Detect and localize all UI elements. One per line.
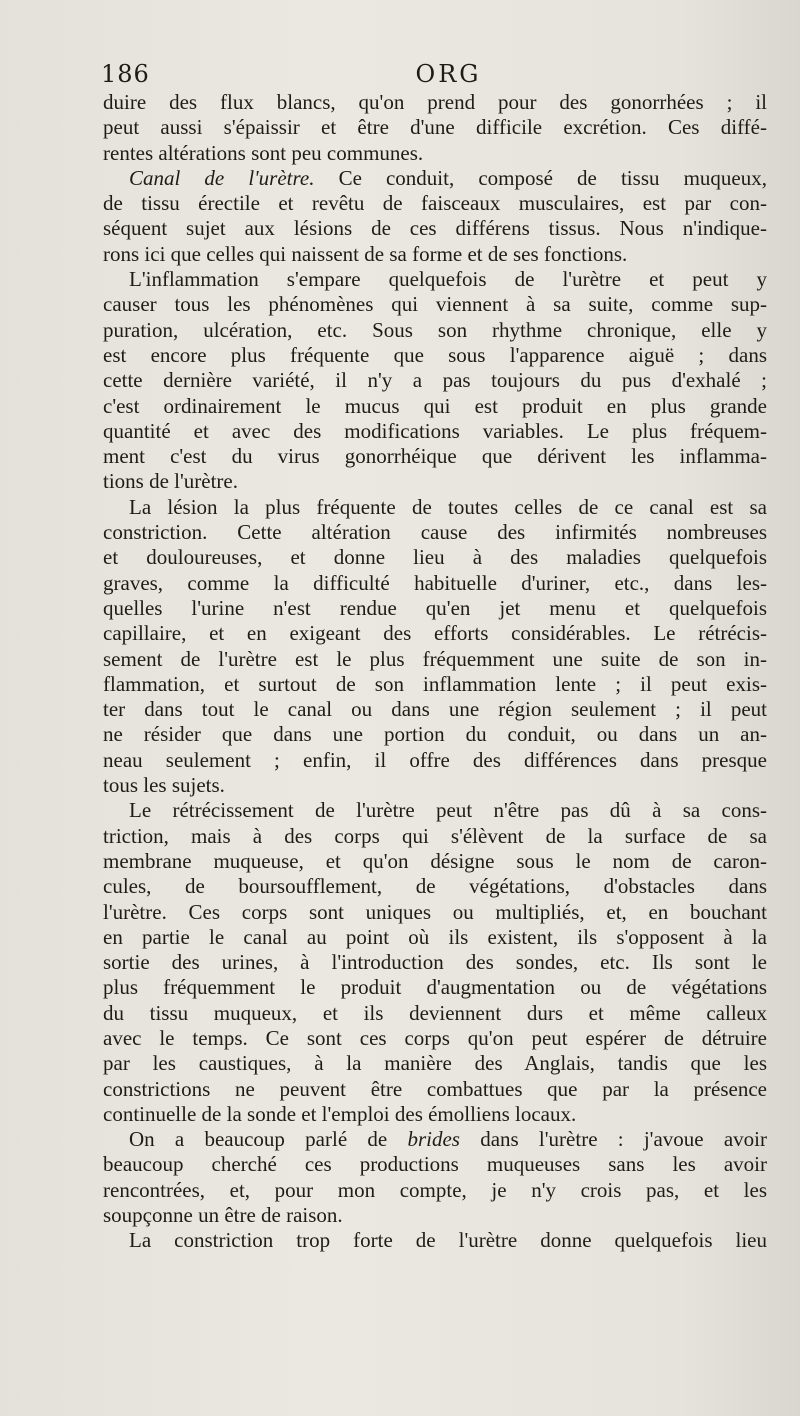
text-run: dans l'urètre : j'avoue avoir	[459, 1127, 767, 1152]
text-run: On a beaucoup parlé de	[129, 1127, 408, 1152]
text-line: en partie le canal au point où ils existent, ils s'opposent à la	[103, 924, 767, 949]
text-line: graves, comme la difficulté habituelle d'uriner, etc., dans les-	[103, 570, 767, 595]
text-line: ment c'est du virus gonorrhéique que dérivent les inflamma-	[103, 444, 767, 469]
text-line: duire des flux blancs, qu'on prend pour des gonorrhées ; il	[103, 90, 767, 114]
text-line: rentes altérations sont peu communes.	[103, 140, 424, 165]
text-line: du tissu muqueux, et ils deviennent durs et même calleux	[103, 1000, 767, 1025]
text-line: triction, mais à des corps qui s'élèvent de la surface de sa	[103, 823, 767, 848]
text-line: constrictions ne peuvent être combattues que par la présence	[103, 1076, 767, 1101]
text-line: par les caustiques, à la manière des Anglais, tandis que les	[103, 1051, 767, 1076]
text-line: La lésion la plus fréquente de toutes celles de ce canal est sa	[129, 494, 767, 519]
text-line: quantité et avec des modifications variables. Le plus fréquem-	[103, 418, 767, 443]
text-line: Le rétrécissement de l'urètre peut n'être pas dû à sa cons-	[129, 798, 767, 823]
text-line: avec le temps. Ce sont ces corps qu'on peut espérer de détruire	[103, 1025, 767, 1050]
text-line: membrane muqueuse, et qu'on désigne sous le nom de caron-	[103, 848, 767, 873]
text-line: est encore plus fréquente que sous l'apparence aiguë ; dans	[103, 342, 767, 367]
text-line: peut aussi s'épaissir et être d'une difficile excrétion. Ces diffé-	[103, 115, 767, 140]
text-line: cette dernière variété, il n'y a pas toujours du pus d'exhalé ;	[103, 368, 767, 393]
text-line: flammation, et surtout de son inflammation lente ; il peut exis-	[103, 671, 767, 696]
text-line: et douloureuses, et donne lieu à des maladies quelquefois	[103, 545, 767, 570]
text-line: capillaire, et en exigeant des efforts considérables. Le rétrécis-	[103, 621, 767, 646]
text-line: de tissu érectile et revêtu de faisceaux musculaires, est par con-	[103, 191, 767, 216]
italic-lead: Canal de l'urètre.	[129, 165, 315, 190]
text-line: plus fréquemment le produit d'augmentation ou de végétations	[103, 975, 767, 1000]
text-line: constriction. Cette altération cause des infirmités nombreuses	[103, 520, 767, 545]
text-line: neau seulement ; enfin, il offre des différences dans presque	[103, 747, 767, 772]
text-line: sortie des urines, à l'introduction des sondes, etc. Ils sont le	[103, 950, 767, 975]
text-line: c'est ordinairement le mucus qui est produit en plus grande	[103, 393, 767, 418]
text-line: sement de l'urètre est le plus fréquemment une suite de son in-	[103, 646, 767, 671]
italic-word: brides	[407, 1127, 460, 1152]
text-line: ter dans tout le canal ou dans une région seulement ; il peut	[103, 697, 767, 722]
text-line: beaucoup cherché ces productions muqueuses sans les avoir	[103, 1152, 767, 1177]
text-line: soupçonne un être de raison.	[103, 1203, 343, 1228]
page-number: 186	[101, 60, 150, 88]
page-header	[101, 58, 766, 92]
text-line: ne résider que dans une portion du conduit, ou dans un an-	[103, 722, 767, 747]
text-line: rons ici que celles qui naissent de sa forme et de ses fonctions.	[103, 241, 628, 266]
text-line: L'inflammation s'empare quelquefois de l'urètre et peut y	[129, 267, 767, 292]
text-line: séquent sujet aux lésions de ces différens tissus. Nous n'indique-	[103, 216, 767, 241]
text-line: causer tous les phénomènes qui viennent à sa suite, comme sup-	[103, 292, 767, 317]
paragraph	[103, 1127, 767, 1228]
paragraph	[103, 798, 767, 1127]
text-line: continuelle de la sonde et l'emploi des émolliens locaux.	[103, 1101, 577, 1126]
text-line: La constriction trop forte de l'urètre donne quelquefois lieu	[129, 1228, 767, 1253]
text-line: cules, de boursoufflement, de végétations, d'obstacles dans	[103, 874, 767, 899]
running-head: ORG	[415, 60, 482, 88]
paragraph	[103, 495, 767, 799]
text-line	[103, 1127, 767, 1152]
text-line: puration, ulcération, etc. Sous son rhythme chronique, elle y	[103, 317, 767, 342]
text-run: Ce conduit, composé de tissu muqueux,	[314, 165, 767, 190]
paragraph	[103, 90, 767, 166]
text-line: quelles l'urine n'est rendue qu'en jet menu et quelquefois	[103, 595, 767, 620]
text-line: tous les sujets.	[103, 773, 225, 798]
text-line: tions de l'urètre.	[103, 469, 238, 494]
paragraph	[103, 1228, 767, 1253]
text-line: rencontrées, et, pour mon compte, je n'y crois pas, et les	[103, 1177, 767, 1202]
paragraph	[103, 166, 767, 267]
body-text	[103, 90, 767, 1254]
text-line: l'urètre. Ces corps sont uniques ou multipliés, et, en bouchant	[103, 899, 767, 924]
paragraph	[103, 267, 767, 495]
text-line	[103, 166, 767, 191]
